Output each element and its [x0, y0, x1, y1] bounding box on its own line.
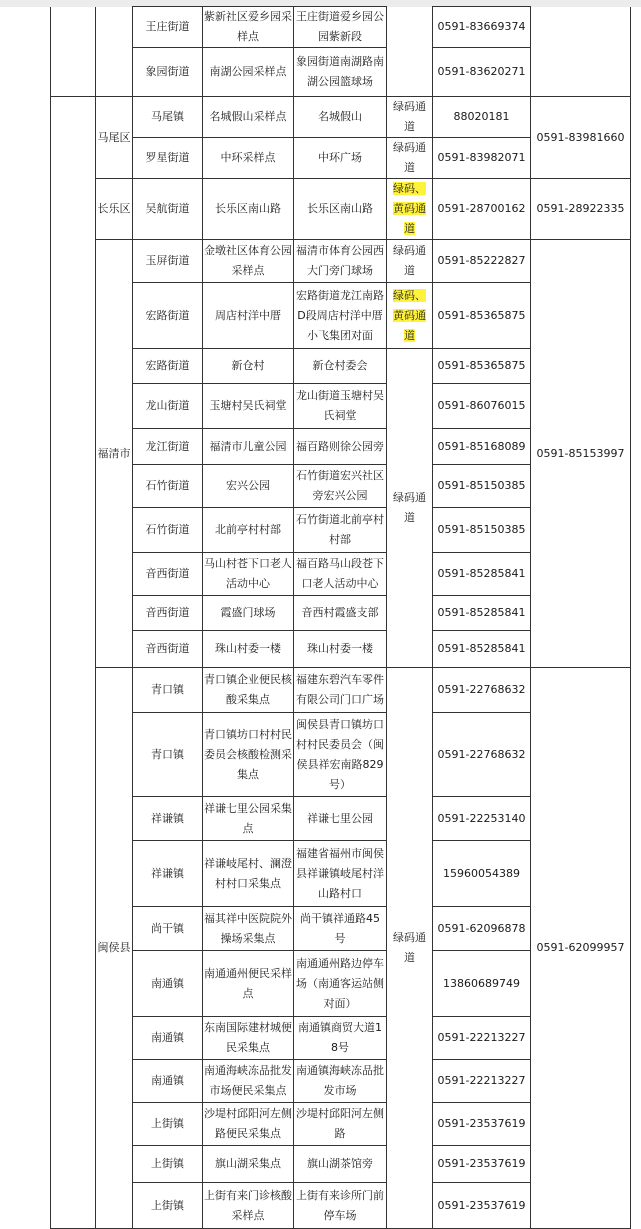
phone-cell: 0591-85285841	[433, 631, 531, 668]
table-row	[51, 668, 631, 713]
address-cell: 南通通州路边停车场（南通客运站侧对面）	[294, 951, 387, 1017]
channel-cell	[387, 283, 433, 349]
address-cell: 福建省福州市闽侯县祥谦镇岐尾村洋山路村口	[294, 841, 387, 907]
street-cell: 龙山街道	[133, 384, 203, 429]
street-cell: 王庄街道	[133, 7, 203, 48]
address-cell: 南通镇海峡冻品批发市场	[294, 1060, 387, 1103]
site-cell: 名城假山采样点	[203, 97, 294, 138]
site-cell: 珠山村委一楼	[203, 631, 294, 668]
phone-cell: 0591-23537619	[433, 1183, 531, 1229]
site-cell: 金墩社区体育公园采样点	[203, 240, 294, 283]
site-cell: 祥谦七里公园采集点	[203, 797, 294, 841]
table-row	[51, 240, 631, 283]
address-cell: 珠山村委一楼	[294, 631, 387, 668]
street-cell: 上街镇	[133, 1183, 203, 1229]
street-cell: 吴航街道	[133, 179, 203, 240]
phone-cell: 0591-83982071	[433, 138, 531, 179]
street-cell: 音西街道	[133, 596, 203, 631]
site-cell: 新仓村	[203, 349, 294, 384]
site-cell: 霞盛门球场	[203, 596, 294, 631]
site-cell: 青口镇坊口村村民委员会核酸检测采集点	[203, 713, 294, 797]
site-cell: 南通海峡冻品批发市场便民采集点	[203, 1060, 294, 1103]
phone-cell: 0591-83620271	[433, 48, 531, 97]
street-cell: 玉屏街道	[133, 240, 203, 283]
street-cell: 上街镇	[133, 1146, 203, 1183]
phone-cell: 0591-22253140	[433, 797, 531, 841]
street-cell: 南通镇	[133, 1060, 203, 1103]
address-cell: 福百路则徐公园旁	[294, 429, 387, 465]
street-cell: 罗星街道	[133, 138, 203, 179]
highlighted-channel: 绿码、黄码通道	[393, 182, 426, 235]
testing-sites-table	[50, 6, 631, 1229]
phone-cell: 88020181	[433, 97, 531, 138]
street-cell: 宏路街道	[133, 349, 203, 384]
channel-cell: 绿码通道	[387, 240, 433, 283]
phone-cell: 0591-83669374	[433, 7, 531, 48]
channel-cell: 绿码通道	[387, 138, 433, 179]
phone-cell: 0591-85222827	[433, 240, 531, 283]
site-cell: 玉塘村吴氏祠堂	[203, 384, 294, 429]
street-cell: 石竹街道	[133, 465, 203, 508]
district-cell: 长乐区	[96, 179, 133, 240]
street-cell: 宏路街道	[133, 283, 203, 349]
site-cell: 周店村洋中厝	[203, 283, 294, 349]
phone-cell: 0591-85168089	[433, 429, 531, 465]
address-cell: 祥谦七里公园	[294, 797, 387, 841]
table-row	[51, 97, 631, 138]
phone-cell: 15960054389	[433, 841, 531, 907]
district-phone-cell: 0591-83981660	[531, 97, 631, 179]
phone-cell: 0591-85365875	[433, 283, 531, 349]
street-cell: 龙江街道	[133, 429, 203, 465]
phone-cell: 0591-85365875	[433, 349, 531, 384]
address-cell: 石竹街道宏兴社区旁宏兴公园	[294, 465, 387, 508]
site-cell: 祥谦岐尾村、澜澄村村口采集点	[203, 841, 294, 907]
district-cell: 闽侯县	[96, 668, 133, 1229]
site-cell: 宏兴公园	[203, 465, 294, 508]
street-cell: 南通镇	[133, 951, 203, 1017]
district-cell: 马尾区	[96, 97, 133, 179]
site-cell: 东南国际建材城便民采集点	[203, 1017, 294, 1060]
phone-cell: 0591-28700162	[433, 179, 531, 240]
channel-cell: 绿码通道	[387, 668, 433, 1229]
phone-cell: 0591-85285841	[433, 553, 531, 596]
district-phone-cell: 0591-28922335	[531, 179, 631, 240]
site-cell: 南湖公园采样点	[203, 48, 294, 97]
site-cell: 旗山湖采集点	[203, 1146, 294, 1183]
phone-cell: 0591-22213227	[433, 1060, 531, 1103]
street-cell: 青口镇	[133, 668, 203, 713]
address-cell: 宏路街道龙江南路D段周店村洋中厝小飞集团对面	[294, 283, 387, 349]
address-cell: 福百路马山段苍下口老人活动中心	[294, 553, 387, 596]
address-cell: 新仓村委会	[294, 349, 387, 384]
channel-cell	[387, 179, 433, 240]
address-cell: 石竹街道北前亭村村部	[294, 508, 387, 553]
street-cell: 上街镇	[133, 1103, 203, 1146]
phone-cell: 0591-23537619	[433, 1146, 531, 1183]
address-cell: 闽侯县青口镇坊口村村民委员会（闽侯县祥宏南路829号）	[294, 713, 387, 797]
district-phone-cell: 0591-85153997	[531, 240, 631, 668]
phone-cell: 13860689749	[433, 951, 531, 1017]
table-row	[51, 7, 631, 48]
address-cell: 福建东碧汽车零件有限公司门口广场	[294, 668, 387, 713]
address-cell: 中环广场	[294, 138, 387, 179]
address-cell: 王庄街道爱乡园公园紫新段	[294, 7, 387, 48]
site-cell: 福清市儿童公园	[203, 429, 294, 465]
street-cell: 音西街道	[133, 553, 203, 596]
phone-cell: 0591-23537619	[433, 1103, 531, 1146]
channel-cell: 绿码通道	[387, 97, 433, 138]
site-cell: 福其祥中医院院外操场采集点	[203, 907, 294, 951]
district-cell: 福清市	[96, 240, 133, 668]
street-cell: 石竹街道	[133, 508, 203, 553]
site-cell: 紫新社区爱乡园采样点	[203, 7, 294, 48]
address-cell: 南通镇商贸大道18号	[294, 1017, 387, 1060]
phone-cell: 0591-85150385	[433, 508, 531, 553]
district-phone-cell: 0591-62099957	[531, 668, 631, 1229]
address-cell: 尚干镇祥通路45号	[294, 907, 387, 951]
address-cell: 上街有来诊所门前停车场	[294, 1183, 387, 1229]
phone-cell: 0591-86076015	[433, 384, 531, 429]
address-cell: 龙山街道玉塘村吴氏祠堂	[294, 384, 387, 429]
site-cell: 北前亭村村部	[203, 508, 294, 553]
street-cell: 马尾镇	[133, 97, 203, 138]
site-cell: 沙堤村邱阳河左侧路便民采集点	[203, 1103, 294, 1146]
street-cell: 青口镇	[133, 713, 203, 797]
street-cell: 祥谦镇	[133, 841, 203, 907]
site-cell: 青口镇企业便民核酸采集点	[203, 668, 294, 713]
phone-cell: 0591-22768632	[433, 713, 531, 797]
site-cell: 上街有来门诊核酸采样点	[203, 1183, 294, 1229]
street-cell: 南通镇	[133, 1017, 203, 1060]
phone-cell: 0591-22213227	[433, 1017, 531, 1060]
site-cell: 中环采样点	[203, 138, 294, 179]
channel-cell: 绿码通道	[387, 349, 433, 668]
address-cell: 沙堤村邱阳河左侧路	[294, 1103, 387, 1146]
site-cell: 马山村苍下口老人活动中心	[203, 553, 294, 596]
address-cell: 象园街道南湖路南湖公园篮球场	[294, 48, 387, 97]
street-cell: 尚干镇	[133, 907, 203, 951]
street-cell: 祥谦镇	[133, 797, 203, 841]
street-cell: 音西街道	[133, 631, 203, 668]
address-cell: 旗山湖茶馆旁	[294, 1146, 387, 1183]
phone-cell: 0591-85150385	[433, 465, 531, 508]
phone-cell: 0591-62096878	[433, 907, 531, 951]
address-cell: 长乐区南山路	[294, 179, 387, 240]
phone-cell: 0591-85285841	[433, 596, 531, 631]
table-row	[51, 179, 631, 240]
site-cell: 长乐区南山路	[203, 179, 294, 240]
highlighted-channel: 绿码、黄码通道	[393, 288, 426, 342]
address-cell: 音西村霞盛支部	[294, 596, 387, 631]
address-cell: 名城假山	[294, 97, 387, 138]
phone-cell: 0591-22768632	[433, 668, 531, 713]
street-cell: 象园街道	[133, 48, 203, 97]
address-cell: 福清市体育公园西大门旁门球场	[294, 240, 387, 283]
site-cell: 南通通州便民采样点	[203, 951, 294, 1017]
